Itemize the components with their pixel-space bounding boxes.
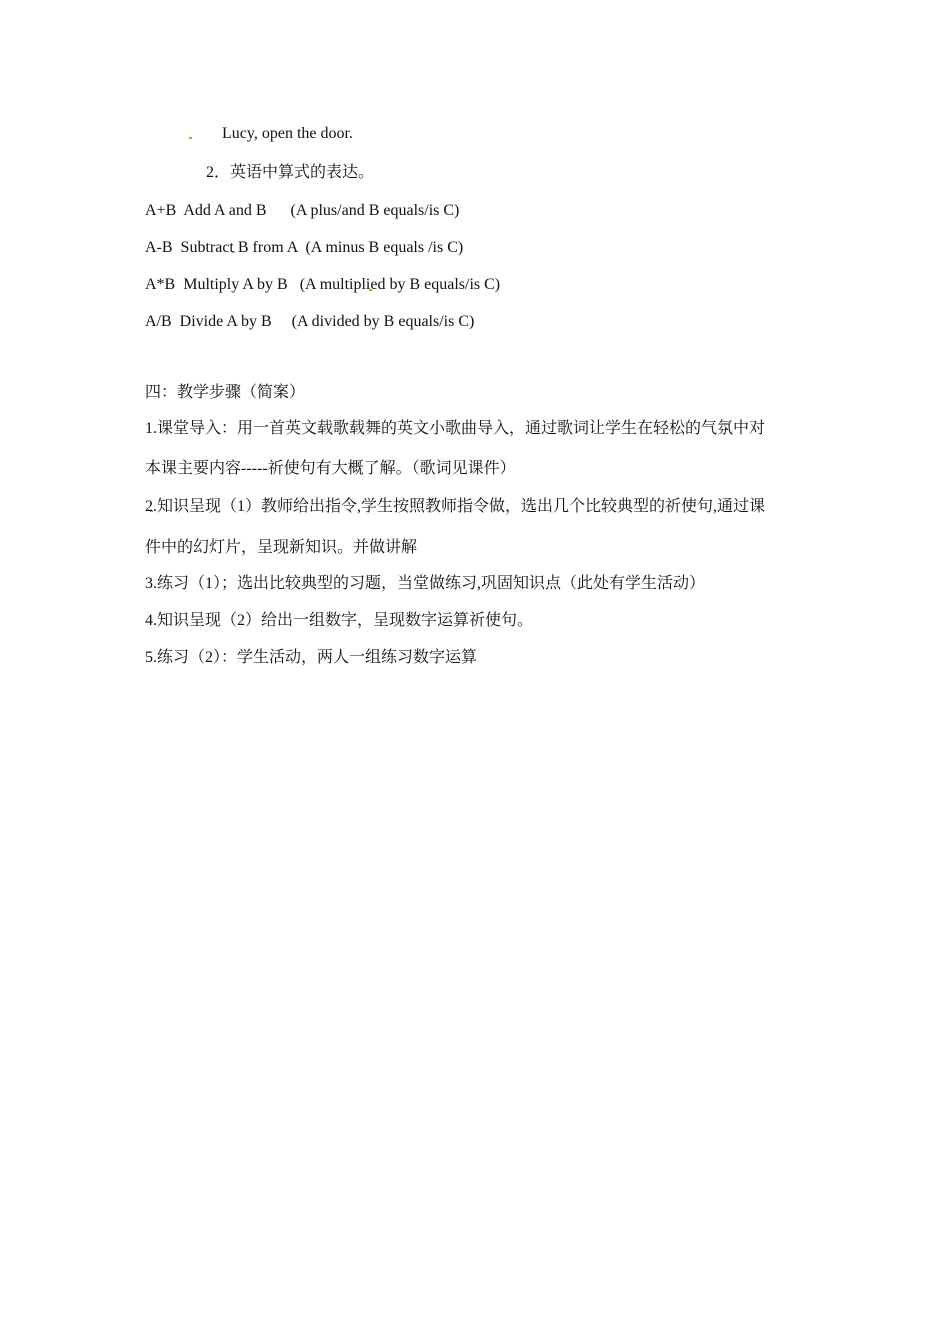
steps-heading: 四：教学步骤（简案） [145,384,306,401]
formula-line-add: A+B Add A and B (A plus/and B equals/is C) [145,202,460,219]
formula-line-multiply: A*B Multiply A by B (A multiplied by B equals/is C) [145,276,501,293]
step-line: 1.课堂导入：用一首英文载歌载舞的英文小歌曲导入，通过歌词让学生在轻松的气氛中对 [145,420,766,437]
step-line: 4.知识呈现（2）给出一组数字，呈现数字运算祈使句。 [145,612,534,629]
step-line: 2.知识呈现（1）教师给出指令,学生按照教师指令做，选出几个比较典型的祈使句,通过课 [145,498,766,515]
formula-line-subtract: A-B Subtract B from A (A minus B equals /is C) [145,239,464,256]
step-line: 3.练习（1）；选出比较典型的习题，当堂做练习,巩固知识点（此处有学生活动） [145,575,706,592]
step-line: 本课主要内容-----祈使句有大概了解。（歌词见课件） [145,460,516,477]
formula-line-divide: A/B Divide A by B (A divided by B equals/is C) [145,313,475,330]
decorative-mark [189,137,192,139]
example-sentence: Lucy, open the door. [222,125,353,142]
step-line: 5.练习（2）：学生活动，两人一组练习数字运算 [145,649,478,666]
step-line: 件中的幻灯片，呈现新知识。并做讲解 [145,539,418,556]
section-heading: 2．英语中算式的表达。 [206,164,375,181]
